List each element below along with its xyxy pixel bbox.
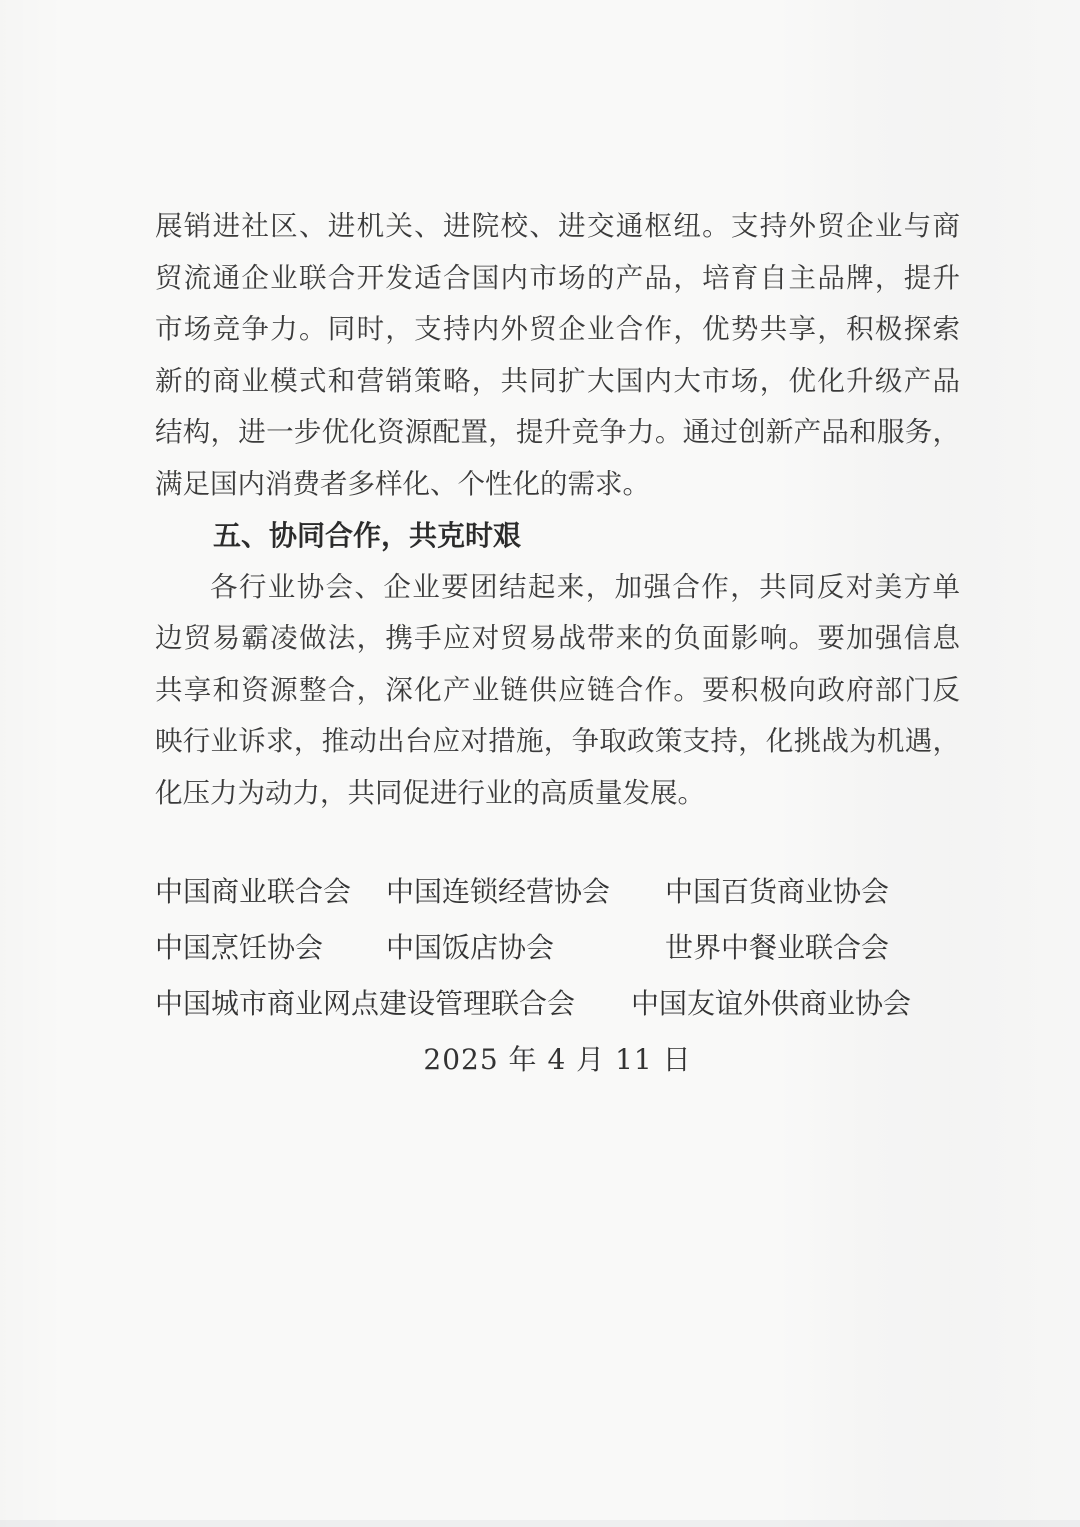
signature-org: 中国商业联合会: [155, 875, 352, 908]
signature-row: [155, 920, 960, 976]
signature-org: 中国饭店协会: [386, 931, 555, 964]
body-line: 结构，进一步优化资源配置，提升竞争力。通过创新产品和服务，: [155, 416, 960, 448]
signature-org: 中国百货商业协会: [665, 875, 890, 908]
body-line: 贸流通企业联合开发适合国内市场的产品，培育自主品牌，提升: [155, 261, 960, 294]
body-line: 新的商业模式和营销策略，共同扩大国内大市场，优化升级产品: [155, 364, 960, 397]
body-line: 映行业诉求，推动出台应对措施，争取政策支持，化挑战为机遇，: [155, 725, 960, 757]
signature-org: 中国连锁经营协会: [386, 875, 611, 908]
body-line: 展销进社区、进机关、进院校、进交通枢纽。支持外贸企业与商: [155, 210, 960, 242]
document-body: [155, 201, 960, 819]
signature-org: 中国友谊外供商业协会: [631, 987, 912, 1020]
document-date: 2025 年 4 月 11 日: [423, 1043, 692, 1076]
body-line: 各行业协会、企业要团结起来，加强合作，共同反对美方单: [210, 570, 960, 603]
signature-row: [155, 976, 960, 1032]
section-heading: 五、协同合作，共克时艰: [213, 519, 522, 552]
body-line: 满足国内消费者多样化、个性化的需求。: [155, 467, 650, 500]
signature-org: 中国城市商业网点建设管理联合会: [155, 987, 576, 1020]
body-line: 市场竞争力。同时，支持内外贸企业合作，优势共享，积极探索: [155, 313, 960, 345]
body-line: 共享和资源整合，深化产业链供应链合作。要积极向政府部门反: [155, 673, 960, 706]
body-line: 化压力为动力，共同促进行业的高质量发展。: [155, 776, 705, 809]
signature-org: 世界中餐业联合会: [665, 931, 890, 964]
signature-org: 中国烹饪协会: [155, 931, 324, 964]
signature-row: [155, 864, 960, 920]
body-line: 边贸易霸凌做法，携手应对贸易战带来的负面影响。要加强信息: [155, 622, 960, 654]
signature-block: [155, 864, 960, 1088]
